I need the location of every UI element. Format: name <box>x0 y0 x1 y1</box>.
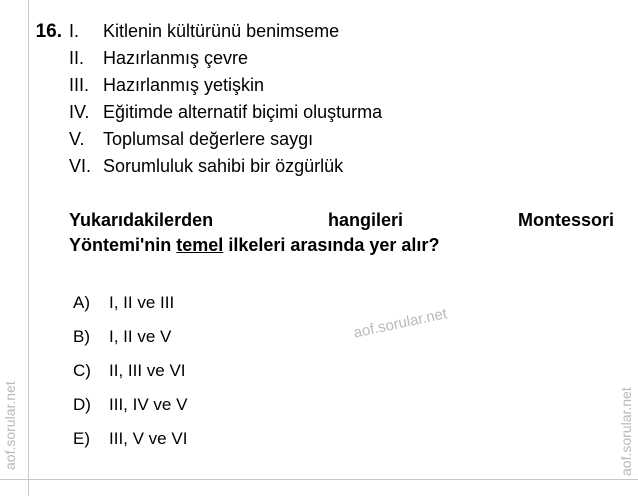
stem-word-3: Montessori <box>517 210 614 230</box>
list-item-text: Kitlenin kültürünü benimseme <box>103 21 340 41</box>
list-item-text: Eğitimde alternatif biçimi oluşturma <box>103 102 383 122</box>
list-item-label: VI. <box>69 156 92 176</box>
list-item <box>69 153 628 180</box>
option-text: I, II ve III <box>109 293 175 312</box>
option-label: C) <box>73 361 91 380</box>
question-stem-line-1 <box>69 208 614 233</box>
option-text: I, II ve V <box>109 327 172 346</box>
list-item <box>69 126 628 153</box>
option-c[interactable] <box>73 354 628 388</box>
watermark-left: aof.sorular.net <box>2 381 18 470</box>
list-item-label: III. <box>69 75 90 95</box>
bottom-divider <box>0 479 638 480</box>
list-item-label: I. <box>69 21 80 41</box>
option-label: B) <box>73 327 90 346</box>
option-text: III, IV ve V <box>109 395 188 414</box>
watermark-right: aof.sorular.net <box>618 387 634 476</box>
option-a[interactable] <box>73 286 628 320</box>
list-item-text: Hazırlanmış çevre <box>103 48 249 68</box>
stem-part-1: Yöntemi'nin <box>69 235 177 255</box>
question-header <box>28 18 628 180</box>
question-block <box>28 18 628 456</box>
watermark-center: aof.sorular.net <box>352 305 449 342</box>
list-item-label: V. <box>69 129 85 149</box>
stem-underlined-word: temel <box>176 235 224 255</box>
list-item-label: II. <box>69 48 85 68</box>
option-e[interactable] <box>73 422 628 456</box>
list-item <box>69 72 628 99</box>
option-d[interactable] <box>73 388 628 422</box>
list-item-text: Hazırlanmış yetişkin <box>103 75 265 95</box>
option-text: II, III ve VI <box>109 361 186 380</box>
list-item <box>69 45 628 72</box>
stem-word-2: hangileri <box>328 210 404 230</box>
stem-word-1: Yukarıdakilerden <box>69 210 214 230</box>
option-b[interactable] <box>73 320 628 354</box>
stem-part-2: ilkeleri arasında yer alır? <box>223 235 440 255</box>
list-item <box>69 99 628 126</box>
roman-numeral-list <box>69 18 628 180</box>
question-number: 16. <box>35 21 62 42</box>
option-label: E) <box>73 429 90 448</box>
list-item-text: Sorumluluk sahibi bir özgürlük <box>103 156 344 176</box>
option-label: A) <box>73 293 90 312</box>
list-item <box>69 18 628 45</box>
list-item-text: Toplumsal değerlere saygı <box>103 129 314 149</box>
option-label: D) <box>73 395 91 414</box>
question-stem-line-2 <box>69 233 614 258</box>
option-text: III, V ve VI <box>109 429 188 448</box>
question-stem <box>69 208 614 258</box>
list-item-label: IV. <box>69 102 90 122</box>
answer-options <box>73 286 628 456</box>
